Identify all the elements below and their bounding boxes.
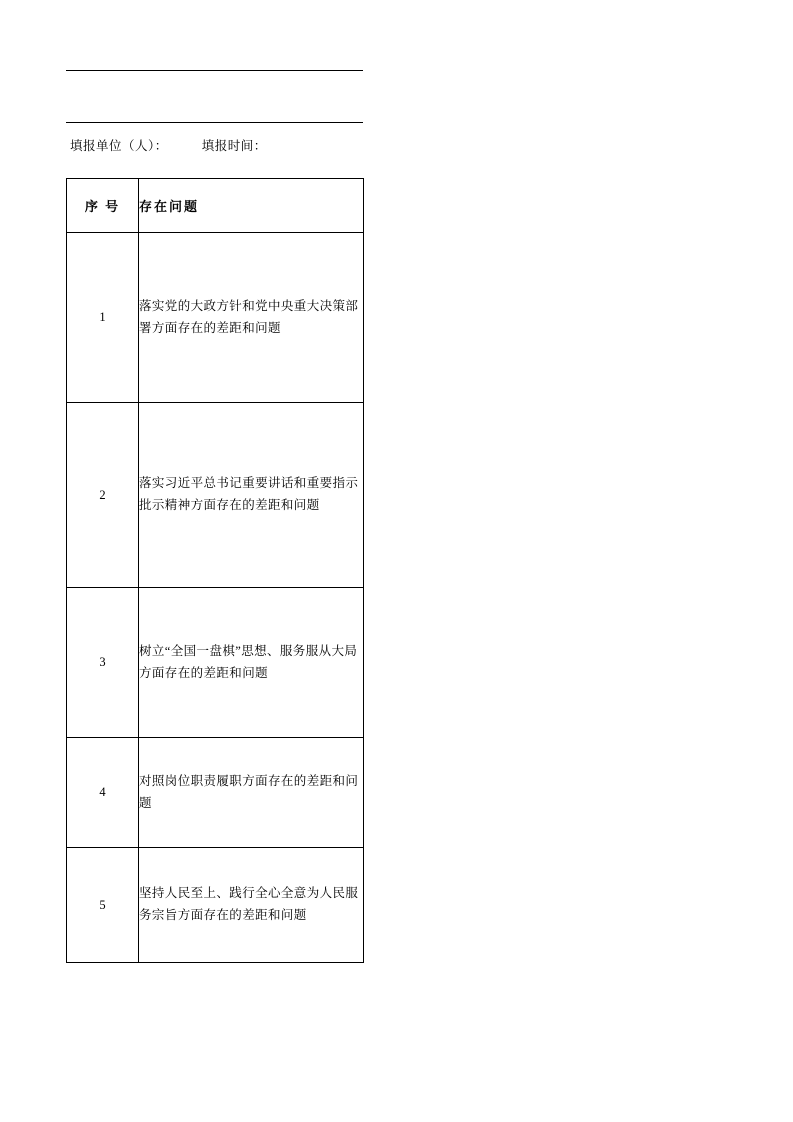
meta-line <box>66 122 363 167</box>
table-row <box>67 403 364 588</box>
row-number: 2 <box>67 403 139 588</box>
row-problem-text: 落实习近平总书记重要讲话和重要指示批示精神方面存在的差距和问题 <box>139 403 364 588</box>
header-block <box>66 70 363 167</box>
table-row <box>67 848 364 963</box>
problems-table <box>66 178 364 963</box>
fill-date-label: 填报时间： <box>201 139 267 153</box>
row-problem-text: 坚持人民至上、践行全心全意为人民服务宗旨方面存在的差距和问题 <box>139 848 364 963</box>
table-body <box>67 233 364 963</box>
table-header-row <box>67 179 364 233</box>
row-number: 3 <box>67 588 139 738</box>
row-number: 4 <box>67 738 139 848</box>
row-problem-text: 落实党的大政方针和党中央重大决策部署方面存在的差距和问题 <box>139 233 364 403</box>
column-header-no: 序 号 <box>67 179 139 233</box>
table-head <box>67 179 364 233</box>
row-problem-text: 树立“全国一盘棋”思想、服务服从大局方面存在的差距和问题 <box>139 588 364 738</box>
row-number: 1 <box>67 233 139 403</box>
table-row <box>67 233 364 403</box>
title-line <box>66 70 363 122</box>
row-problem-text: 对照岗位职责履职方面存在的差距和问题 <box>139 738 364 848</box>
column-header-problem: 存在问题 <box>139 179 364 233</box>
table-row <box>67 588 364 738</box>
table-row <box>67 738 364 848</box>
fill-unit-label: 填报单位（人）： <box>70 139 168 153</box>
row-number: 5 <box>67 848 139 963</box>
